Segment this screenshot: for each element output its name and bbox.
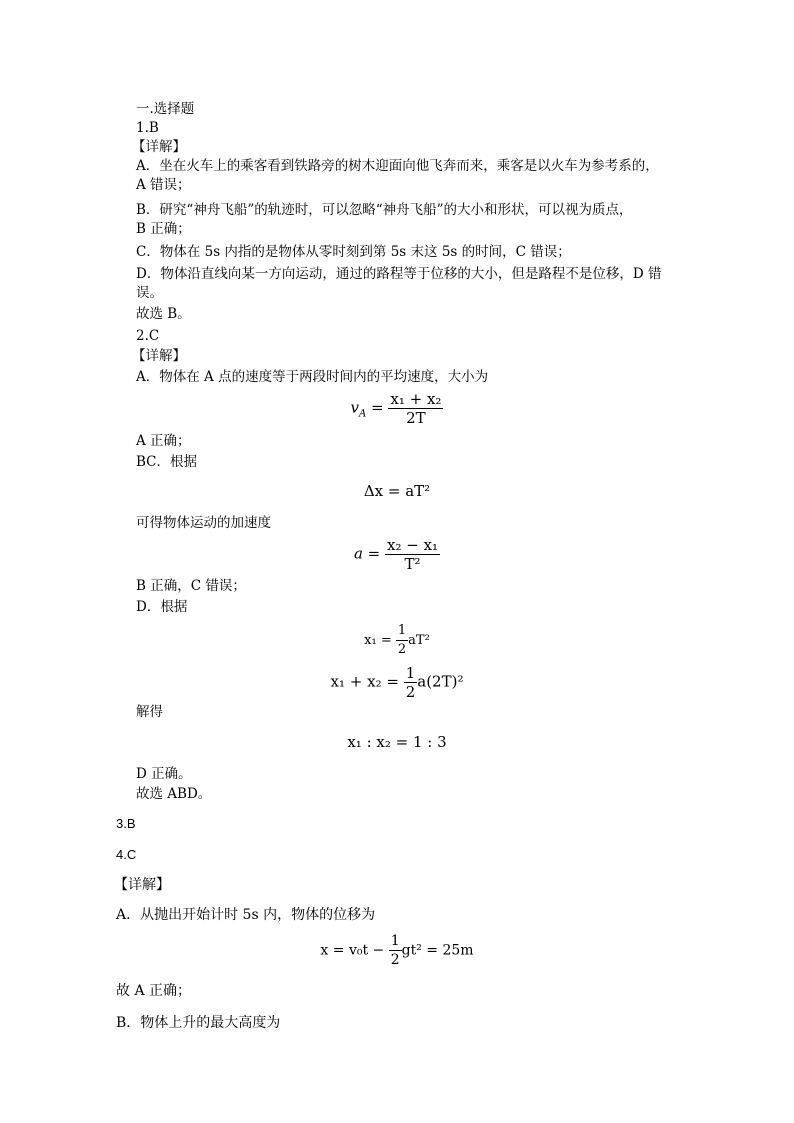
q4-answer: 4.C — [116, 847, 137, 862]
q2-option-a: A．物体在 A 点的速度等于两段时间内的平均速度，大小为 — [136, 369, 489, 385]
q1-option-d-line1: D．物体沿直线向某一方向运动，通过的路程等于位移的大小，但是路程不是位移，D 错 — [136, 266, 662, 282]
q2-conclusion: 故选 ABD。 — [136, 786, 212, 802]
q1-option-a-line2: A 错误； — [136, 177, 191, 193]
q2-accel-text: 可得物体运动的加速度 — [136, 515, 271, 531]
q4-heading: 【详解】 — [114, 877, 170, 893]
q3-answer: 3.B — [116, 816, 136, 831]
q2-answer: 2.C — [136, 328, 160, 344]
formula-va: $v_A$ = $\frac{\text{x₁ + x₂}}{2T}$ — [350, 390, 442, 427]
q2-solve-text: 解得 — [136, 704, 163, 720]
q2-option-bc: BC．根据 — [136, 454, 198, 470]
q2-heading: 【详解】 — [132, 348, 186, 364]
formula-ratio: x₁ : x₂ = 1 : 3 — [347, 733, 447, 751]
q4-option-a: A．从抛出开始计时 5s 内，物体的位移为 — [116, 907, 376, 923]
q1-option-b-line1: B．研究“神舟飞船”的轨迹时，可以忽略“神舟飞船”的大小和形状，可以视为质点， — [136, 202, 633, 218]
q1-option-b-line2: B 正确； — [136, 221, 191, 237]
q1-conclusion: 故选 B。 — [136, 306, 191, 322]
q2-option-bc-result: B 正确，C 错误； — [136, 578, 246, 594]
q1-option-d-line2: 误。 — [136, 285, 163, 301]
formula-displacement: x = v₀t − $\frac{1}{2}$ gt² = 25m — [320, 933, 474, 968]
q4-option-b: B．物体上升的最大高度为 — [116, 1015, 281, 1031]
formula-x1: x₁ = $\frac{1}{2}$ aT² — [364, 623, 430, 657]
q1-heading: 【详解】 — [132, 139, 186, 155]
section-title: 一.选择题 — [136, 101, 195, 117]
formula-delta-x: Δx = aT² — [363, 482, 431, 500]
q1-answer: 1.B — [136, 120, 159, 136]
q2-option-a-result: A 正确； — [136, 433, 191, 449]
q2-option-d-result: D 正确。 — [136, 766, 192, 782]
q4-option-a-result: 故 A 正确； — [116, 983, 192, 999]
formula-x1-plus-x2: x₁ + x₂ = $\frac{1}{2}$ a(2T)² — [330, 664, 464, 701]
q1-option-c: C．物体在 5s 内指的是物体从零时刻到第 5s 末这 5s 的时间，C 错误； — [136, 244, 571, 260]
formula-acceleration: a = $\frac{\text{x₂ − x₁}}{\text{T²}}$ — [353, 536, 439, 573]
q1-option-a-line1: A．坐在火车上的乘客看到铁路旁的树木迎面向他飞奔而来，乘客是以火车为参考系的， — [136, 158, 659, 174]
q2-option-d: D．根据 — [136, 599, 188, 615]
